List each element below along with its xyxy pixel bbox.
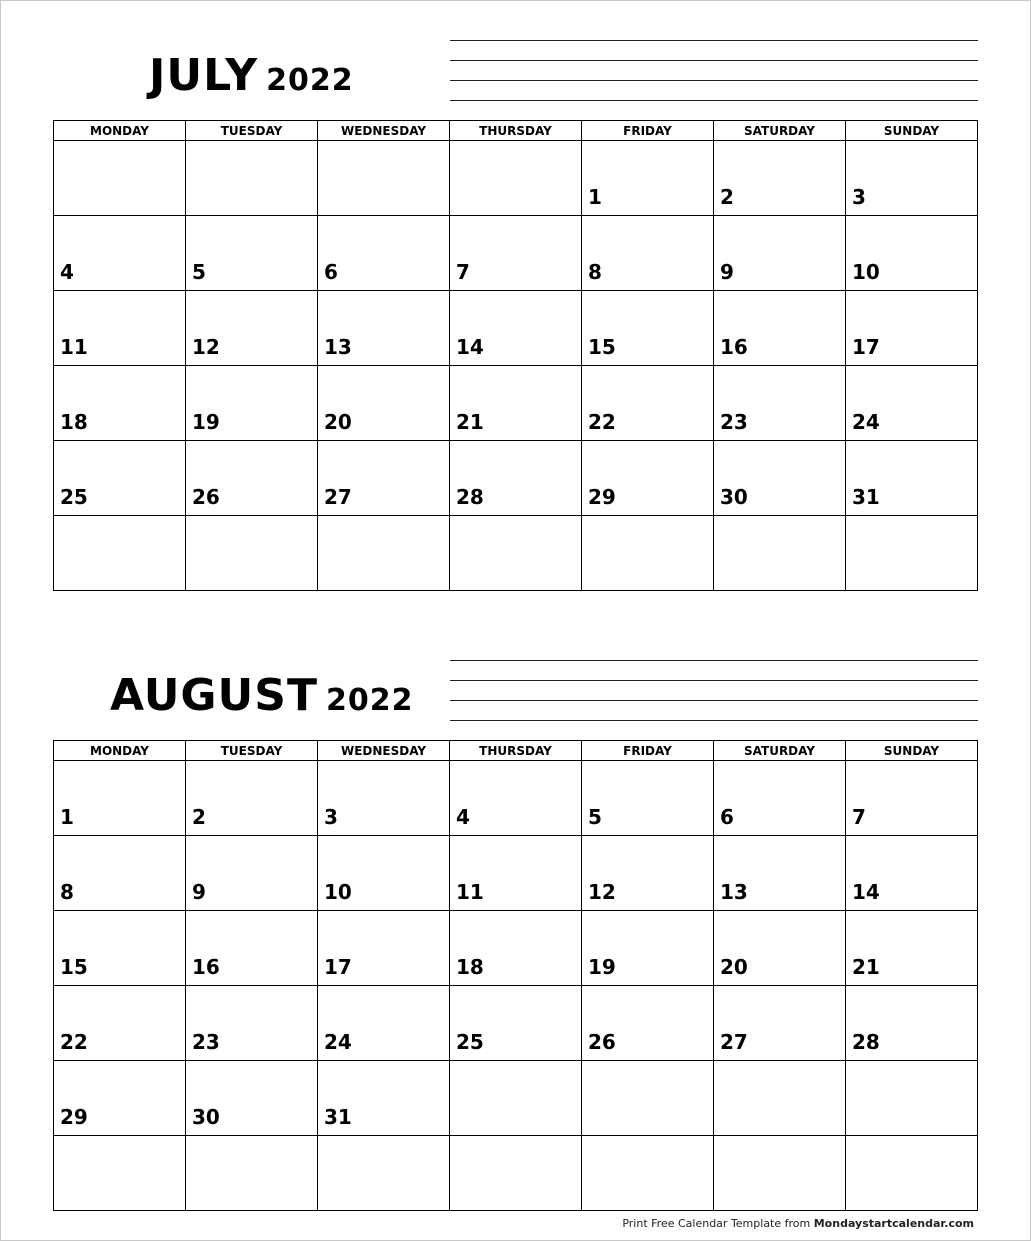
day-number: 15 xyxy=(60,955,88,979)
day-number: 14 xyxy=(456,335,484,359)
month-year: 2022 xyxy=(266,63,354,98)
day-number: 9 xyxy=(192,880,206,904)
day-number: 1 xyxy=(588,185,602,209)
week-row xyxy=(54,141,978,216)
day-cell xyxy=(54,911,186,986)
day-number: 10 xyxy=(852,260,880,284)
day-number: 11 xyxy=(60,335,88,359)
day-cell xyxy=(450,1136,582,1211)
day-cell xyxy=(54,761,186,836)
day-number: 21 xyxy=(852,955,880,979)
day-cell xyxy=(318,1136,450,1211)
note-line xyxy=(450,60,978,61)
note-line xyxy=(450,700,978,701)
weekday-header: SATURDAY xyxy=(714,741,846,761)
day-number: 31 xyxy=(852,485,880,509)
day-number: 23 xyxy=(720,410,748,434)
day-number: 28 xyxy=(456,485,484,509)
note-line xyxy=(450,100,978,101)
day-number: 30 xyxy=(192,1105,220,1129)
weekday-header: THURSDAY xyxy=(450,741,582,761)
day-number: 16 xyxy=(192,955,220,979)
day-cell xyxy=(450,366,582,441)
day-cell xyxy=(318,516,450,591)
day-number: 24 xyxy=(324,1030,352,1054)
day-number: 12 xyxy=(588,880,616,904)
day-cell xyxy=(186,141,318,216)
day-number: 14 xyxy=(852,880,880,904)
month-title xyxy=(149,50,354,101)
day-cell xyxy=(54,1061,186,1136)
note-line xyxy=(450,720,978,721)
day-cell xyxy=(846,291,978,366)
day-cell xyxy=(714,1061,846,1136)
day-cell xyxy=(582,1136,714,1211)
day-cell xyxy=(186,761,318,836)
day-cell xyxy=(318,836,450,911)
day-cell xyxy=(846,516,978,591)
day-cell xyxy=(582,291,714,366)
day-cell xyxy=(450,291,582,366)
week-row xyxy=(54,836,978,911)
day-number: 7 xyxy=(456,260,470,284)
day-number: 25 xyxy=(456,1030,484,1054)
day-number: 8 xyxy=(588,260,602,284)
week-row xyxy=(54,986,978,1061)
day-cell xyxy=(846,441,978,516)
day-cell xyxy=(582,141,714,216)
day-cell xyxy=(714,761,846,836)
day-number: 20 xyxy=(324,410,352,434)
day-cell xyxy=(846,986,978,1061)
day-cell xyxy=(54,216,186,291)
day-number: 7 xyxy=(852,805,866,829)
day-cell xyxy=(186,836,318,911)
week-row xyxy=(54,366,978,441)
day-cell xyxy=(846,141,978,216)
day-cell xyxy=(846,366,978,441)
weekday-header: THURSDAY xyxy=(450,121,582,141)
day-number: 8 xyxy=(60,880,74,904)
day-cell xyxy=(582,761,714,836)
notes-lines xyxy=(450,40,978,101)
day-cell xyxy=(318,216,450,291)
day-number: 26 xyxy=(192,485,220,509)
day-cell xyxy=(318,441,450,516)
day-cell xyxy=(846,216,978,291)
day-cell xyxy=(54,291,186,366)
day-cell xyxy=(450,986,582,1061)
day-cell xyxy=(450,1061,582,1136)
day-cell xyxy=(714,836,846,911)
day-cell xyxy=(318,1061,450,1136)
weekday-header-row xyxy=(54,121,978,141)
day-cell xyxy=(54,516,186,591)
day-cell xyxy=(54,441,186,516)
week-row xyxy=(54,1061,978,1136)
weekday-header: WEDNESDAY xyxy=(318,121,450,141)
day-cell xyxy=(714,441,846,516)
day-number: 21 xyxy=(456,410,484,434)
day-number: 22 xyxy=(588,410,616,434)
note-line xyxy=(450,40,978,41)
calendar-grid xyxy=(53,740,978,1211)
day-cell xyxy=(846,761,978,836)
day-cell xyxy=(186,216,318,291)
day-cell xyxy=(318,761,450,836)
month-name: AUGUST xyxy=(110,670,318,721)
day-cell xyxy=(714,911,846,986)
day-cell xyxy=(450,141,582,216)
day-cell xyxy=(582,216,714,291)
day-number: 4 xyxy=(60,260,74,284)
weekday-header: SUNDAY xyxy=(846,121,978,141)
day-number: 31 xyxy=(324,1105,352,1129)
week-row xyxy=(54,441,978,516)
weekday-header: SATURDAY xyxy=(714,121,846,141)
day-cell xyxy=(54,141,186,216)
day-number: 29 xyxy=(60,1105,88,1129)
weekday-header: WEDNESDAY xyxy=(318,741,450,761)
month-year: 2022 xyxy=(325,683,414,718)
weekday-header: MONDAY xyxy=(54,121,186,141)
day-number: 16 xyxy=(720,335,748,359)
day-cell xyxy=(582,986,714,1061)
day-number: 12 xyxy=(192,335,220,359)
day-number: 2 xyxy=(720,185,734,209)
calendar-grid xyxy=(53,120,978,591)
day-cell xyxy=(318,291,450,366)
day-cell xyxy=(450,911,582,986)
day-number: 3 xyxy=(852,185,866,209)
day-cell xyxy=(714,986,846,1061)
day-cell xyxy=(582,516,714,591)
day-cell xyxy=(582,836,714,911)
day-cell xyxy=(450,761,582,836)
week-row xyxy=(54,216,978,291)
day-number: 19 xyxy=(588,955,616,979)
day-number: 25 xyxy=(60,485,88,509)
day-cell xyxy=(186,1136,318,1211)
footer-site-link[interactable]: Mondaystartcalendar.com xyxy=(813,1217,974,1230)
day-number: 27 xyxy=(720,1030,748,1054)
weekday-header: MONDAY xyxy=(54,741,186,761)
day-number: 1 xyxy=(60,805,74,829)
day-number: 20 xyxy=(720,955,748,979)
day-cell xyxy=(450,441,582,516)
day-cell xyxy=(54,1136,186,1211)
day-number: 26 xyxy=(588,1030,616,1054)
day-number: 17 xyxy=(324,955,352,979)
day-number: 9 xyxy=(720,260,734,284)
weekday-header-row xyxy=(54,741,978,761)
day-cell xyxy=(846,1136,978,1211)
day-number: 30 xyxy=(720,485,748,509)
day-number: 24 xyxy=(852,410,880,434)
day-number: 23 xyxy=(192,1030,220,1054)
day-number: 17 xyxy=(852,335,880,359)
day-number: 15 xyxy=(588,335,616,359)
day-cell xyxy=(846,911,978,986)
note-line xyxy=(450,80,978,81)
day-number: 18 xyxy=(60,410,88,434)
day-cell xyxy=(186,441,318,516)
weekday-header: TUESDAY xyxy=(186,741,318,761)
notes-lines xyxy=(450,660,978,721)
day-number: 6 xyxy=(324,260,338,284)
day-cell xyxy=(186,366,318,441)
day-cell xyxy=(186,986,318,1061)
day-cell xyxy=(450,836,582,911)
day-cell xyxy=(186,516,318,591)
day-cell xyxy=(54,836,186,911)
day-cell xyxy=(582,1061,714,1136)
day-number: 28 xyxy=(852,1030,880,1054)
day-number: 2 xyxy=(192,805,206,829)
month-title xyxy=(110,670,414,721)
weekday-header: TUESDAY xyxy=(186,121,318,141)
week-row xyxy=(54,911,978,986)
day-cell xyxy=(582,441,714,516)
day-number: 22 xyxy=(60,1030,88,1054)
weekday-header: SUNDAY xyxy=(846,741,978,761)
day-cell xyxy=(318,366,450,441)
day-number: 6 xyxy=(720,805,734,829)
day-cell xyxy=(714,1136,846,1211)
week-row xyxy=(54,1136,978,1211)
day-cell xyxy=(318,986,450,1061)
day-cell xyxy=(714,141,846,216)
day-cell xyxy=(582,366,714,441)
day-number: 19 xyxy=(192,410,220,434)
day-number: 18 xyxy=(456,955,484,979)
day-number: 11 xyxy=(456,880,484,904)
weekday-header: FRIDAY xyxy=(582,741,714,761)
day-number: 10 xyxy=(324,880,352,904)
day-number: 3 xyxy=(324,805,338,829)
day-number: 5 xyxy=(192,260,206,284)
day-cell xyxy=(714,291,846,366)
day-cell xyxy=(450,216,582,291)
day-cell xyxy=(186,911,318,986)
day-cell xyxy=(450,516,582,591)
day-cell xyxy=(714,366,846,441)
day-cell xyxy=(186,291,318,366)
day-cell xyxy=(714,216,846,291)
day-number: 4 xyxy=(456,805,470,829)
weekday-header: FRIDAY xyxy=(582,121,714,141)
day-number: 29 xyxy=(588,485,616,509)
month-name: JULY xyxy=(149,50,259,101)
day-cell xyxy=(846,836,978,911)
day-cell xyxy=(54,366,186,441)
day-cell xyxy=(54,986,186,1061)
day-cell xyxy=(318,911,450,986)
week-row xyxy=(54,761,978,836)
day-number: 27 xyxy=(324,485,352,509)
day-cell xyxy=(714,516,846,591)
day-number: 5 xyxy=(588,805,602,829)
footer-credit xyxy=(622,1217,974,1230)
day-cell xyxy=(318,141,450,216)
day-cell xyxy=(582,911,714,986)
day-number: 13 xyxy=(324,335,352,359)
week-row xyxy=(54,516,978,591)
day-cell xyxy=(186,1061,318,1136)
note-line xyxy=(450,680,978,681)
week-row xyxy=(54,291,978,366)
footer-prefix: Print Free Calendar Template from xyxy=(622,1217,814,1230)
day-number: 13 xyxy=(720,880,748,904)
note-line xyxy=(450,660,978,661)
day-cell xyxy=(846,1061,978,1136)
